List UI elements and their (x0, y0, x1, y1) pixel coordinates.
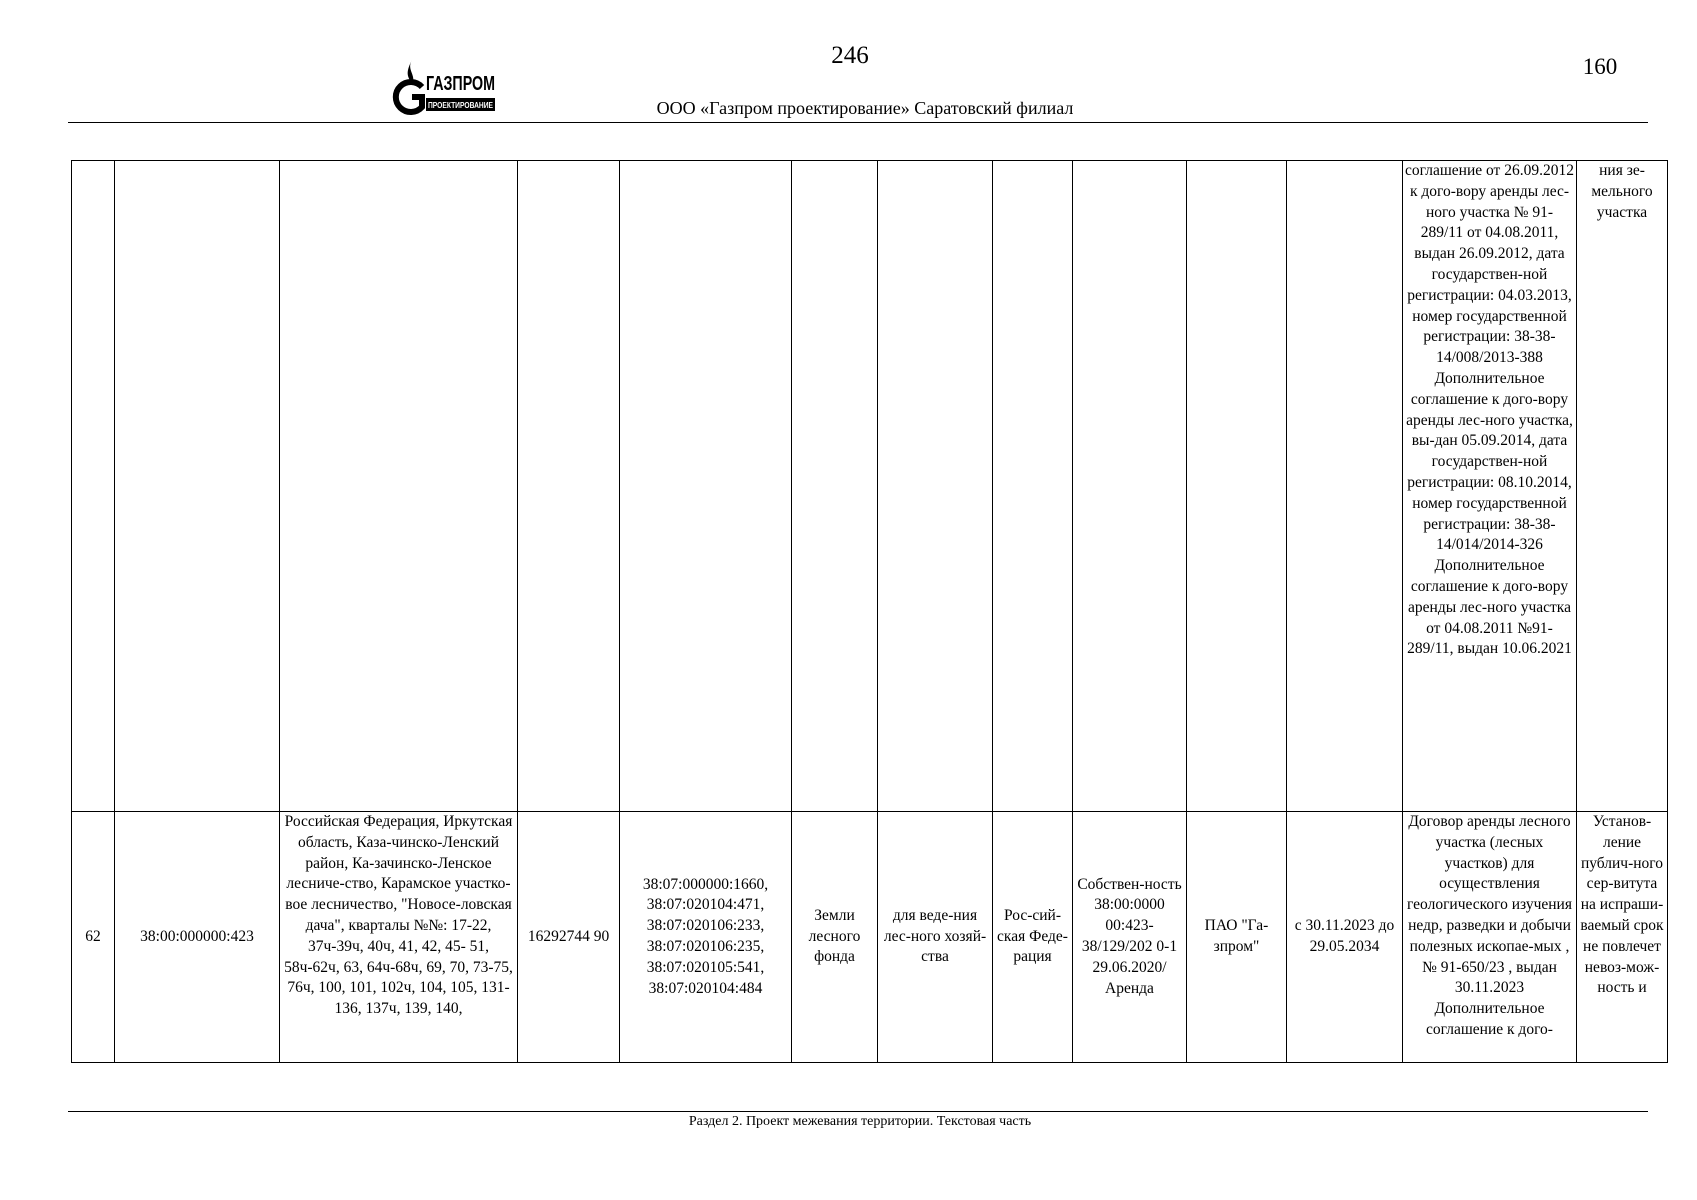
cell-holder: ПАО "Га-зпром" (1187, 812, 1287, 1063)
cell-included (620, 161, 792, 812)
cell-term (1287, 161, 1403, 812)
cell-owner: Рос-сий-ская Феде-рация (993, 812, 1073, 1063)
cell-number: 62 (72, 812, 115, 1063)
page-number-right: 160 (1582, 54, 1618, 79)
cell-right: Собствен-ность 38:00:0000 00:423-38/129/202 0-1 29.06.2020/ Аренда (1073, 812, 1187, 1063)
cell-use: для веде-ния лес-ного хозяй-ства (878, 812, 993, 1063)
table-row (72, 812, 1668, 1063)
table-row (72, 161, 1668, 812)
footer-rule (68, 1111, 1648, 1112)
cell-document: соглашение от 26.09.2012 к дого-вору аренды лес-ного участка № 91-289/11 от 04.08.2011, выдан 26.09.2012, дата государствен-ной регистрации: 04.03.2013, номер государственной регистрации: 38-38-14/008/2013-388 Дополнительное соглашение к дого-вору аренды лес-ного участка, вы-дан 05.09.2014, дата государствен-ной регистрации: 08.10.2014, номер государственной регистрации: 38-38-14/014/2014-326 Дополнительное соглашение к дого-вору аренды лес-ного участка от 04.08.2011 №91-289/11, выдан 10.06.2021 (1403, 161, 1577, 812)
cell-cadastral: 38:00:000000:423 (115, 812, 280, 1063)
logo-subtitle: ПРОЕКТИРОВАНИЕ (428, 101, 494, 110)
cell-area (518, 161, 620, 812)
logo-title: ГАЗПРОМ (426, 73, 495, 95)
g-letter-icon (396, 82, 422, 112)
header-rule (68, 122, 1648, 123)
cell-purpose: ния зе-мельного участка (1577, 161, 1668, 812)
cell-area: 16292744 90 (518, 812, 620, 1063)
cell-included: 38:07:000000:1660, 38:07:020104:471, 38:07:020106:233, 38:07:020106:235, 38:07:020105:541, 38:07:020104:484 (620, 812, 792, 1063)
cell-purpose: Установ-ление публич-ного сер-витута на испраши-ваемый срок не повлечет невоз-мож-ность и (1577, 812, 1668, 1063)
company-name: ООО «Газпром проектирование» Саратовский филиал (656, 98, 1074, 118)
cell-category (792, 161, 878, 812)
land-register-table (71, 160, 1668, 1063)
footer-text: Раздел 2. Проект межевания территории. Текстовая часть (688, 1114, 1032, 1129)
cell-address: Российская Федерация, Иркутская область, Каза-чинско-Ленский район, Ка-зачинско-Ленское лесниче-ство, Карамское участко-вое лесничество, "Новосе-ловская дача", кварталы №№: 17-22, 37ч-39ч, 40ч, 41, 42, 45- 51, 58ч-62ч, 63, 64ч-68ч, 69, 70, 73-75, 76ч, 100, 101, 102ч, 104, 105, 131-136, 137ч, 139, 140, (280, 812, 518, 1063)
cell-address (280, 161, 518, 812)
cell-number (72, 161, 115, 812)
cell-holder (1187, 161, 1287, 812)
cell-document: Договор аренды лесного участка (лесных участков) для осуществления геологического изучения недр, разведки и добычи полезных ископае-мых , № 91-650/23 , выдан 30.11.2023 Дополнительное соглашение к дого- (1403, 812, 1577, 1063)
cell-use (878, 161, 993, 812)
cell-owner (993, 161, 1073, 812)
cell-cadastral (115, 161, 280, 812)
page-number-center: 246 (831, 42, 869, 69)
gazprom-logo (385, 56, 497, 118)
cell-right (1073, 161, 1187, 812)
cell-category: Земли лесного фонда (792, 812, 878, 1063)
cell-term: с 30.11.2023 до 29.05.2034 (1287, 812, 1403, 1063)
